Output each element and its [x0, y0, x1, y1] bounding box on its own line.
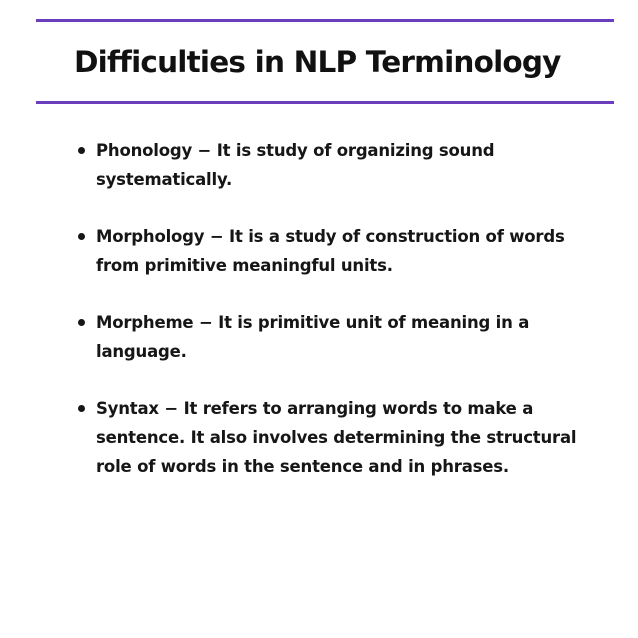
top-divider [36, 19, 614, 22]
bullet-dot-icon [78, 147, 85, 154]
bullet-item-syntax [74, 394, 584, 481]
bottom-divider [36, 101, 614, 104]
bullet-item-morpheme [74, 308, 584, 366]
bullet-text: Morpheme − It is primitive unit of meaning in a language. [96, 313, 530, 361]
bullet-item-phonology [74, 136, 584, 194]
bullet-item-morphology [74, 222, 584, 280]
bullet-dot-icon [78, 233, 85, 240]
bullet-text: Morphology − It is a study of construction of words from primitive meaningful units. [96, 227, 565, 275]
bullet-text: Phonology − It is study of organizing sound systematically. [96, 141, 495, 189]
bullet-dot-icon [78, 405, 85, 412]
bullet-text: Syntax − It refers to arranging words to make a sentence. It also involves determining the structural role of words in the sentence and in phrases. [96, 399, 577, 476]
slide-title: Difficulties in NLP Terminology [74, 45, 561, 79]
bullet-list [74, 136, 584, 509]
bullet-dot-icon [78, 319, 85, 326]
